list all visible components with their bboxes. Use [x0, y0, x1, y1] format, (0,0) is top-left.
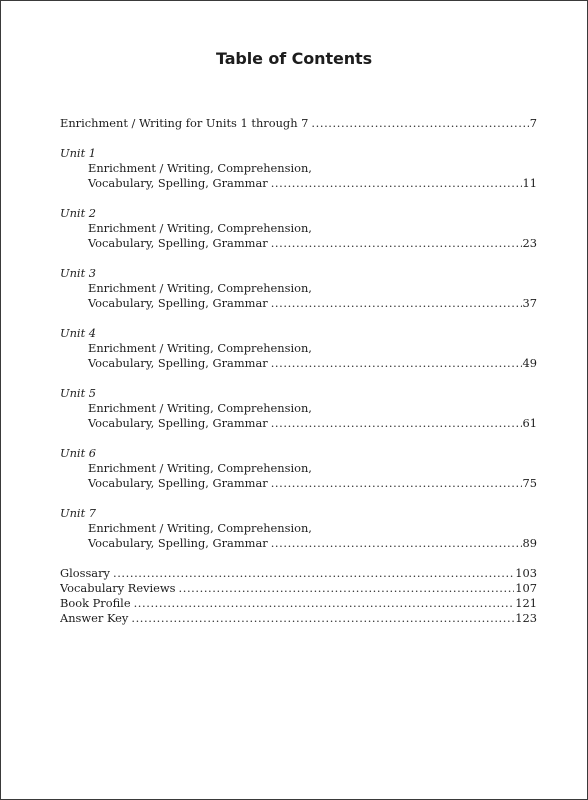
toc-entry-label: Answer Key — [60, 611, 129, 625]
unit-heading: Unit 7 — [60, 506, 97, 520]
dot-leader — [271, 236, 522, 251]
unit-heading: Unit 2 — [60, 206, 97, 220]
unit-topics-label: Vocabulary, Spelling, Grammar — [88, 176, 268, 190]
unit-topics-label: Vocabulary, Spelling, Grammar — [88, 356, 268, 370]
unit-topics-line: Enrichment / Writing, Comprehension, — [88, 161, 312, 175]
unit-topics-label: Vocabulary, Spelling, Grammar — [88, 476, 268, 490]
toc-entry-page: 121 — [515, 596, 537, 610]
dot-leader — [311, 116, 528, 131]
unit-topics-entry — [60, 476, 537, 491]
unit-topics-entry — [60, 536, 537, 551]
toc-unit-1 — [60, 146, 537, 191]
toc-entry-page: 75 — [522, 476, 537, 490]
toc-entry-page: 49 — [522, 356, 537, 370]
unit-topics-entry — [60, 236, 537, 251]
unit-topics-line: Enrichment / Writing, Comprehension, — [88, 341, 312, 355]
dot-leader — [113, 566, 514, 581]
toc-entry-page: 107 — [515, 581, 537, 595]
dot-leader — [271, 356, 522, 371]
unit-topics-line: Enrichment / Writing, Comprehension, — [88, 401, 312, 415]
unit-topics-label: Vocabulary, Spelling, Grammar — [88, 536, 268, 550]
unit-topics-label: Vocabulary, Spelling, Grammar — [88, 416, 268, 430]
unit-topics-entry — [60, 296, 537, 311]
toc-entry-intro — [60, 116, 537, 131]
toc-entry-answer-key — [60, 611, 537, 626]
toc-entry-page: 11 — [522, 176, 537, 190]
unit-topics-line: Enrichment / Writing, Comprehension, — [88, 281, 312, 295]
dot-leader — [271, 176, 522, 191]
toc-entry-label: Vocabulary Reviews — [60, 581, 176, 595]
unit-heading: Unit 6 — [60, 446, 97, 460]
dot-leader — [179, 581, 515, 596]
dot-leader — [131, 611, 514, 626]
toc-unit-3 — [60, 266, 537, 311]
unit-topics-line: Enrichment / Writing, Comprehension, — [88, 221, 312, 235]
toc-unit-4 — [60, 326, 537, 371]
toc-unit-7 — [60, 506, 537, 551]
toc-entry-page: 103 — [515, 566, 537, 580]
unit-heading: Unit 1 — [60, 146, 97, 160]
toc-entry-page: 123 — [515, 611, 537, 625]
unit-topics-line: Enrichment / Writing, Comprehension, — [88, 521, 312, 535]
dot-leader — [271, 296, 522, 311]
toc-list — [60, 116, 537, 626]
toc-entry-label: Glossary — [60, 566, 110, 580]
unit-topics-entry — [60, 356, 537, 371]
dot-leader — [271, 416, 522, 431]
toc-entry-glossary — [60, 566, 537, 581]
dot-leader — [134, 596, 515, 611]
unit-topics-label: Vocabulary, Spelling, Grammar — [88, 296, 268, 310]
unit-heading: Unit 5 — [60, 386, 97, 400]
back-matter-list — [60, 566, 537, 626]
toc-entry-page: 89 — [522, 536, 537, 550]
dot-leader — [271, 536, 522, 551]
toc-unit-6 — [60, 446, 537, 491]
toc-entry-book-profile — [60, 596, 537, 611]
toc-unit-5 — [60, 386, 537, 431]
unit-heading: Unit 4 — [60, 326, 97, 340]
dot-leader — [271, 476, 522, 491]
unit-topics-entry — [60, 176, 537, 191]
toc-entry-page: 7 — [529, 116, 537, 130]
toc-entry-page: 37 — [522, 296, 537, 310]
unit-topics-label: Vocabulary, Spelling, Grammar — [88, 236, 268, 250]
toc-entry-label: Book Profile — [60, 596, 131, 610]
unit-topics-entry — [60, 416, 537, 431]
unit-heading: Unit 3 — [60, 266, 97, 280]
toc-entry-page: 61 — [522, 416, 537, 430]
toc-entry-label: Enrichment / Writing for Units 1 through 7 — [60, 116, 309, 130]
page-title: Table of Contents — [215, 49, 373, 68]
toc-unit-2 — [60, 206, 537, 251]
toc-entry-page: 23 — [522, 236, 537, 250]
toc-entry-vocabulary-reviews — [60, 581, 537, 596]
unit-topics-line: Enrichment / Writing, Comprehension, — [88, 461, 312, 475]
